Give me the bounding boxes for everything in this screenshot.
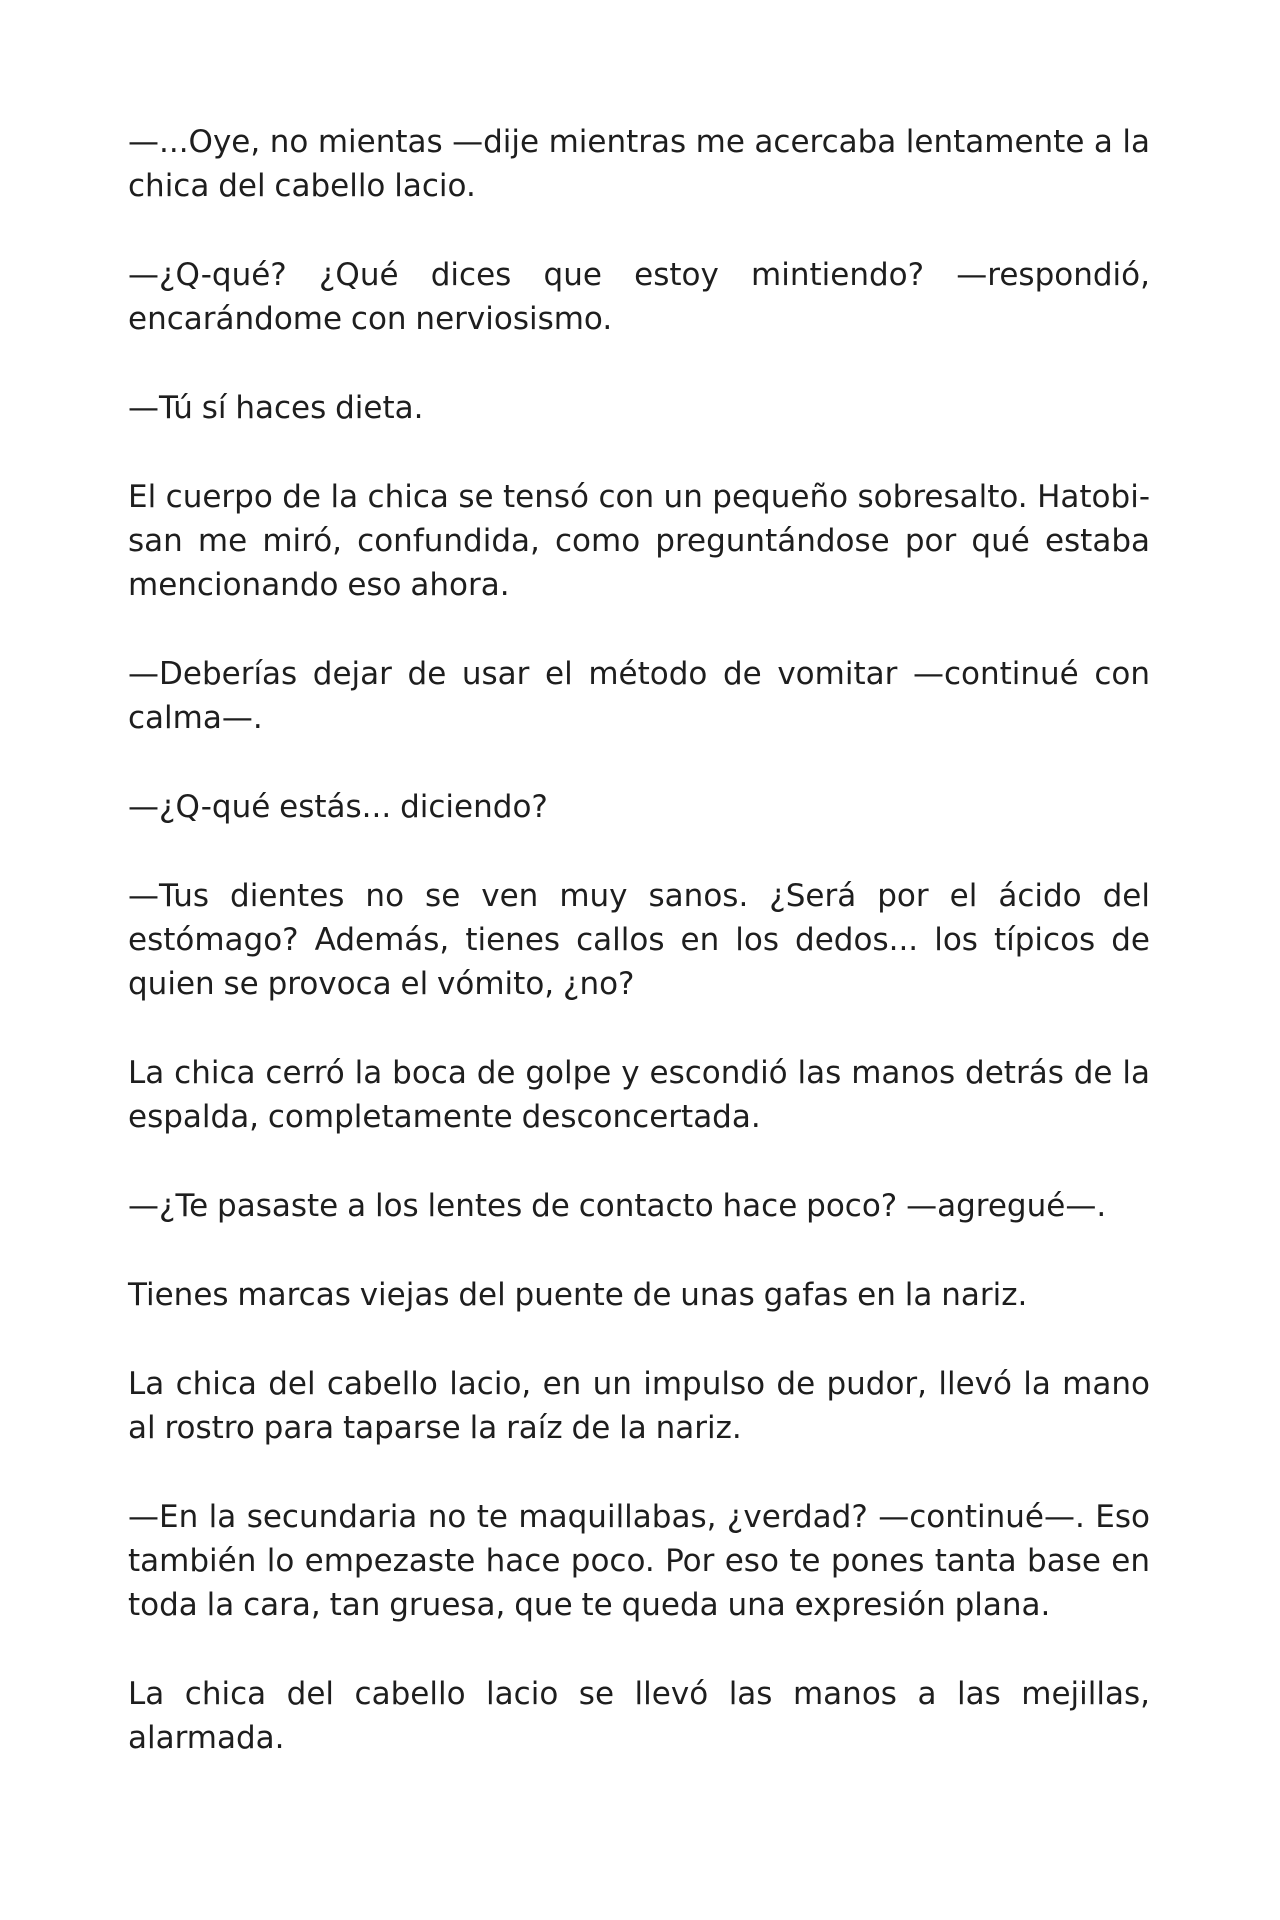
paragraph: El cuerpo de la chica se tensó con un pequeño sobresalto. Hatobi-san me miró, confundida, como preguntándose por qué estaba mencionando eso ahora. <box>128 479 1150 603</box>
paragraph: —¿Q-qué? ¿Qué dices que estoy mintiendo? —respondió, encarándome con nerviosismo. <box>128 257 1150 337</box>
paragraph: La chica cerró la boca de golpe y escondió las manos detrás de la espalda, completamente desconcertada. <box>128 1055 1150 1135</box>
document-page <box>128 120 1150 1805</box>
paragraph: —Deberías dejar de usar el método de vomitar —continué con calma—. <box>128 656 1150 736</box>
paragraph: La chica del cabello lacio, en un impulso de pudor, llevó la mano al rostro para taparse la raíz de la nariz. <box>128 1366 1150 1446</box>
paragraph: Tienes marcas viejas del puente de unas gafas en la nariz. <box>128 1277 1028 1313</box>
paragraph: —...Oye, no mientas —dije mientras me acercaba lentamente a la chica del cabello lacio. <box>128 124 1150 204</box>
paragraph: —Tus dientes no se ven muy sanos. ¿Será por el ácido del estómago? Además, tienes callos en los dedos... los típicos de quien se provoca el vómito, ¿no? <box>128 878 1150 1002</box>
paragraph: —¿Te pasaste a los lentes de contacto hace poco? —agregué—. <box>128 1188 1107 1224</box>
paragraph: —¿Q-qué estás... diciendo? <box>128 789 548 825</box>
paragraph: —Tú sí haces dieta. <box>128 390 424 426</box>
paragraph: La chica del cabello lacio se llevó las manos a las mejillas, alarmada. <box>128 1676 1150 1756</box>
paragraph: —En la secundaria no te maquillabas, ¿verdad? —continué—. Eso también lo empezaste hace poco. Por eso te pones tanta base en toda la cara, tan gruesa, que te queda una expresión plana. <box>128 1499 1150 1623</box>
